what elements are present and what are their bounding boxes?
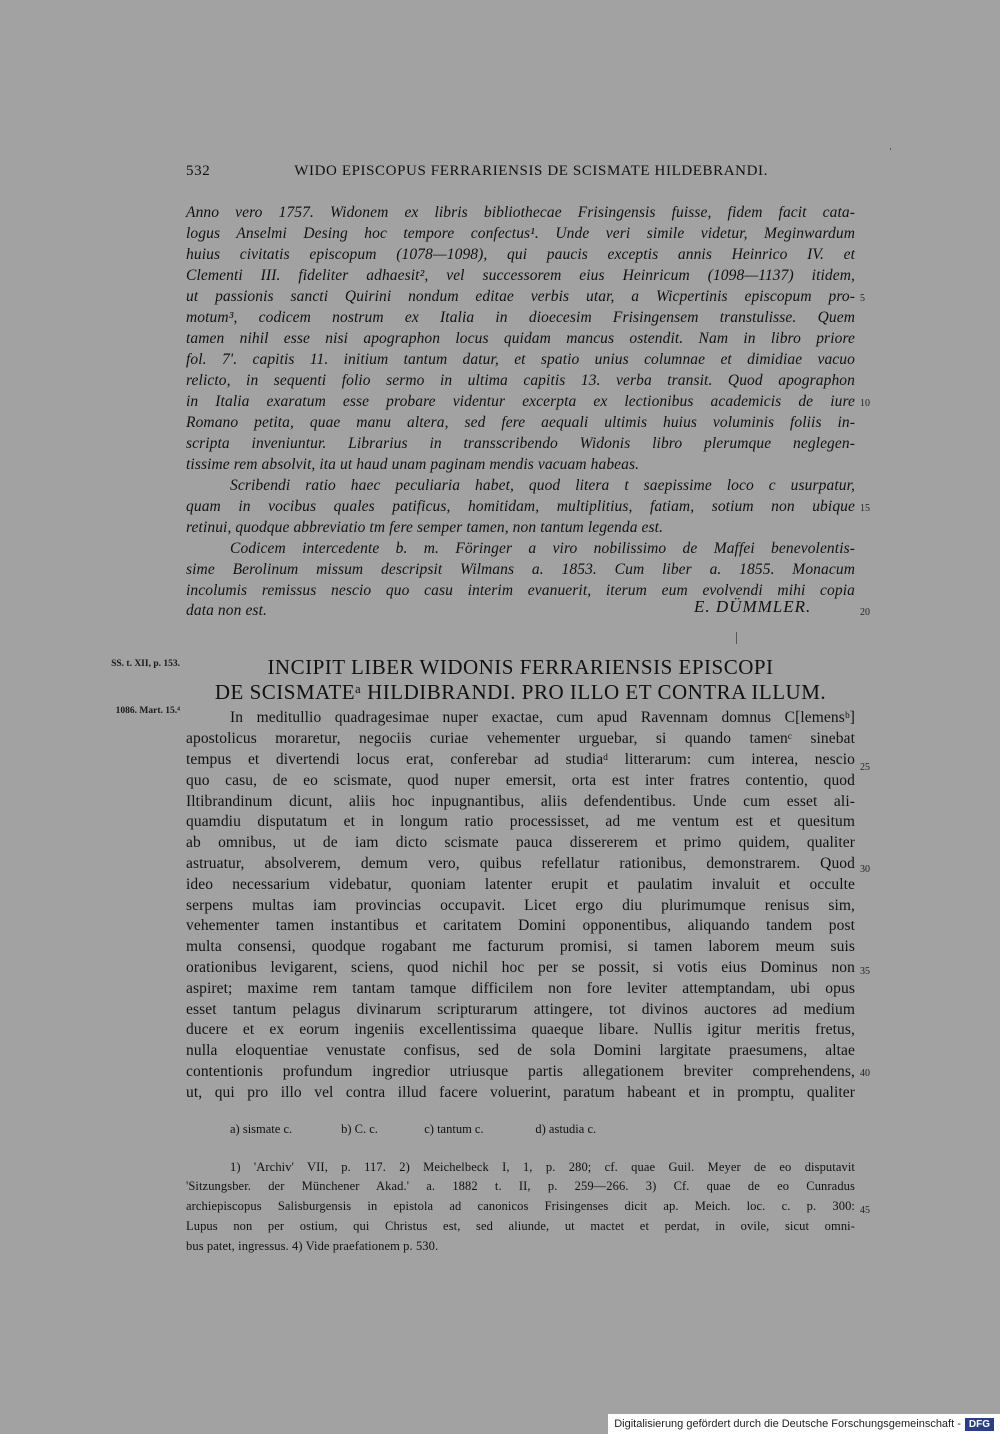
body-line: In meditullio quadragesimae nuper exactae, cum apud Ravennam domnus C[lemensᵇ] bbox=[230, 709, 855, 726]
intro-line: Anno vero 1757. Widonem ex libris bibliothecae Frisingensis fuisse, fidem facit cata- bbox=[186, 204, 855, 221]
intro-line: in Italia exaratum esse probare videntur excerpta ex lectionibus academicis de iure bbox=[186, 393, 855, 410]
footnote-line: 'Sitzungsber. der Münchener Akad.' a. 1882 t. II, p. 259—266. 3) Cf. quae de eo Cunradus bbox=[186, 1179, 855, 1193]
intro-line: relicto, in sequenti folio sermo in ultima capitis 13. verba transit. Quod apographon bbox=[186, 372, 855, 389]
body-line: ideo necessarium videbatur, quoniam latenter erupit et paulatim invaluit et occulte bbox=[186, 876, 855, 893]
body-line: tempus et divertendi locus erat, conferebar ad studiaᵈ litterarum: cum interea, nescio bbox=[186, 751, 855, 768]
body-line: serpens multas iam provincias occupavit. Licet ergo diu plurimumque renisus sim, bbox=[186, 897, 855, 914]
intro-line: tamen nihil esse nisi apographon locus quidam mancus ostendit. Nam in libro priore bbox=[186, 330, 855, 347]
intro-line: Codicem intercedente b. m. Föringer a viro nobilissimo de Maffei benevolentis- bbox=[230, 540, 855, 557]
body-line: ab omnibus, ut de iam dicto scismate pauca dissererem et primo quidem, qualiter bbox=[186, 834, 855, 851]
intro-line: Scribendi ratio haec peculiaria habet, quod litera t saepissime loco c usurpatur, bbox=[230, 477, 855, 494]
intro-line: incolumis remissus nescio quo casu interim evanuerit, iterum eum evolvendi mihi copia bbox=[186, 582, 855, 599]
running-title: WIDO EPISCOPUS FERRARIENSIS DE SCISMATE HILDEBRANDI. bbox=[294, 163, 768, 179]
footnote-line: 1) 'Archiv' VII, p. 117. 2) Meichelbeck I, 1, p. 280; cf. quae Guil. Meyer de eo disputavit bbox=[230, 1160, 855, 1174]
scan-mark bbox=[736, 632, 737, 644]
work-title-line-2: DE SCISMATEᵃ HILDIBRANDI. PRO ILLO ET CONTRA ILLUM. bbox=[214, 680, 827, 704]
body-line: multa consensi, quodque rogabant me facturum promisi, si tamen laborem meum suis bbox=[186, 938, 855, 955]
intro-line: logus Anselmi Desing hoc tempore confectus¹. Unde veri simile videtur, Meginwardum bbox=[186, 225, 855, 242]
line-number: 35 bbox=[860, 966, 870, 977]
line-number: 10 bbox=[860, 398, 870, 409]
variant-notes bbox=[230, 1122, 596, 1137]
variant-note: b) C. c. bbox=[341, 1122, 378, 1136]
editor-signature: E. DÜMMLER. bbox=[694, 597, 812, 616]
footnote-line: bus patet, ingressus. 4) Vide praefationem p. 530. bbox=[186, 1239, 439, 1253]
line-number: 5 bbox=[860, 293, 865, 304]
body-line: astruatur, absolverem, demum vero, quibus refellatur rationibus, demonstrarem. Quod bbox=[186, 855, 855, 872]
body-line: esset tantum pelagus divinarum scripturarum attingere, tot divinos auctores ad medium bbox=[186, 1001, 855, 1018]
footnote-line: archiepiscopus Salisburgensis in epistola ad canonicos Frisingenses dicit ap. Meich. loc. c. p. 300: bbox=[186, 1199, 855, 1213]
margin-note-date: 1086. Mart. 15.⁴ bbox=[115, 706, 180, 716]
dfg-logo: DFG bbox=[965, 1418, 994, 1431]
body-line: ducere et ex eorum ingeniis excellentissima quaeque libare. Nullis igitur meritis fretus, bbox=[186, 1021, 855, 1038]
intro-line: data non est. bbox=[186, 602, 267, 619]
line-number: 25 bbox=[860, 762, 870, 773]
line-number: 40 bbox=[860, 1068, 870, 1079]
intro-line: sime Berolinum missum descripsit Wilmans a. 1853. Cum liber a. 1855. Monacum bbox=[186, 561, 855, 578]
intro-line: scripta inveniuntur. Librarius in transscribendo Widonis libro plerumque neglegen- bbox=[186, 435, 855, 452]
body-line: aspiret; maxime rem tantam tamque difficilem non fore leviter attemptandam, ubi opus bbox=[186, 980, 855, 997]
intro-line: Romano petita, quae manu altera, sed fere aequali ultimis huius voluminis foliis in- bbox=[186, 414, 855, 431]
intro-line: fol. 7'. capitis 11. initium tantum datur, et spatio unius columnae et dimidiae vacuo bbox=[186, 351, 855, 368]
intro-line: tissime rem absolvit, ita ut haud unam paginam mendis vacuam habeas. bbox=[186, 456, 640, 473]
intro-line: Clementi III. fideliter adhaesit², vel successorem eius Heinricum (1098—1137) itidem, bbox=[186, 267, 855, 284]
body-line: apostolicus moraretur, negociis curiae vehementer urguebar, si quando tamenᶜ sinebat bbox=[186, 730, 855, 747]
running-header bbox=[186, 163, 768, 180]
funding-notice-text: Digitalisierung gefördert durch die Deutsche Forschungsgemeinschaft - bbox=[614, 1418, 961, 1430]
line-number: 30 bbox=[860, 864, 870, 875]
line-number: 20 bbox=[860, 607, 870, 618]
body-line: ut, qui pro illo vel contra illud facere voluerint, paratum habeant et in promptu, qualiter bbox=[186, 1084, 855, 1101]
variant-note: c) tantum c. bbox=[424, 1122, 484, 1136]
intro-line: retinui, quodque abbreviatio tm fere semper tamen, non tantum legenda est. bbox=[186, 519, 664, 536]
scan-mark bbox=[890, 148, 891, 150]
work-title-line-1: INCIPIT LIBER WIDONIS FERRARIENSIS EPISCOPI bbox=[267, 655, 774, 679]
body-line: contentionis profundum ingredior utriusque partis allegationem breviter comprehendens, bbox=[186, 1063, 855, 1080]
body-line: quamdiu disputatum et in longum ratio processisset, ad me ventum est et quesitum bbox=[186, 813, 855, 830]
body-line: quo casu, de eo scismate, quod nuper emersit, orta est inter fratres contentio, quod bbox=[186, 772, 855, 789]
body-line: Iltibrandinum dicunt, aliis hoc inpugnantibus, aliis defendentibus. Unde cum esset ali- bbox=[186, 793, 855, 810]
line-number: 15 bbox=[860, 503, 870, 514]
intro-line: ut passionis sancti Quirini nondum editae verbis utar, a Wicpertinis episcopum pro- bbox=[186, 288, 855, 305]
body-line: nulla eloquentiae venustate confisus, sed de sola Domini largitate praesumens, altae bbox=[186, 1042, 855, 1059]
line-number: 45 bbox=[860, 1205, 870, 1216]
margin-note-ss-reference: SS. t. XII, p. 153. bbox=[111, 659, 180, 669]
page-number: 532 bbox=[186, 163, 211, 179]
body-line: orationibus levigarent, sciens, quod nichil hoc per se possit, si votis eius Dominus non bbox=[186, 959, 855, 976]
intro-line: huius civitatis episcopum (1078—1098), qui paucis exceptis annis Heinrico IV. et bbox=[186, 246, 855, 263]
variant-note: a) sismate c. bbox=[230, 1122, 293, 1136]
footnote-line: Lupus non per ostium, qui Christus est, sed aliunde, ut mactet et perdat, in ovile, sicut omni- bbox=[186, 1219, 855, 1233]
body-line: vehementer tamen instantibus et caritatem Domini opponentibus, aliquando tandem post bbox=[186, 917, 855, 934]
variant-note: d) astudia c. bbox=[535, 1122, 597, 1136]
funding-notice bbox=[608, 1414, 1000, 1434]
intro-line: motum³, codicem nostrum ex Italia in dioecesim Frisingensem transtulisse. Quem bbox=[186, 309, 855, 326]
intro-line: quam in vocibus quales patificus, homitidam, multiplitius, fatiam, sotium non ubique bbox=[186, 498, 855, 515]
